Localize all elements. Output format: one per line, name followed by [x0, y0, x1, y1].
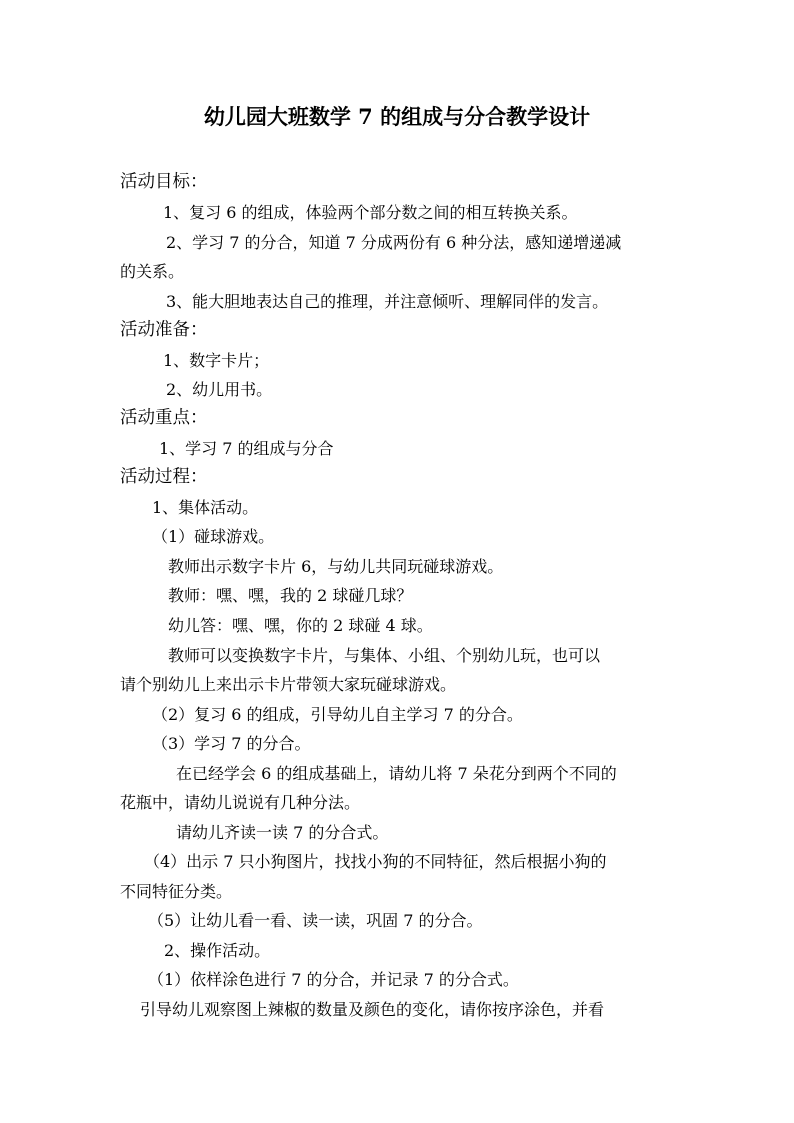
operation-item-1-line-1: 引导幼儿观察图上辣椒的数量及颜色的变化，请你按序涂色，并看: [140, 1000, 605, 1019]
goal-item-2: 2、学习 7 的分合，知道 7 分成两份有 6 种分法，感知递增递减: [166, 233, 622, 252]
focus-heading: 活动重点：: [120, 408, 208, 428]
goal-item-2-continued: 的关系。: [120, 262, 185, 281]
process-sub-3: （3）学习 7 的分合。: [152, 734, 311, 753]
process-sub-1-line-4-continued: 请个别幼儿上来出示卡片带领大家玩碰球游戏。: [120, 675, 457, 694]
preparation-item-2: 2、幼儿用书。: [166, 380, 273, 399]
goals-heading: 活动目标：: [120, 172, 208, 192]
goal-item-1: 1、复习 6 的组成，体验两个部分数之间的相互转换关系。: [163, 203, 578, 222]
goal-item-3: 3、能大胆地表达自己的推理，并注意倾听、理解同伴的发言。: [166, 292, 609, 311]
process-step-1: 1、集体活动。: [152, 498, 259, 517]
process-sub-2: （2）复习 6 的组成，引导幼儿自主学习 7 的分合。: [152, 705, 523, 724]
process-sub-3-line-1-continued: 花瓶中，请幼儿说说有几种分法。: [120, 793, 361, 812]
process-step-2: 2、操作活动。: [164, 941, 271, 960]
process-sub-3-line-1: 在已经学会 6 的组成基础上，请幼儿将 7 朵花分到两个不同的: [176, 764, 617, 783]
preparation-heading: 活动准备：: [120, 320, 208, 340]
preparation-item-1: 1、数字卡片；: [163, 351, 270, 370]
process-sub-1-line-3: 幼儿答：嘿、嘿，你的 2 球碰 4 球。: [168, 616, 433, 635]
process-sub-1: （1）碰球游戏。: [152, 527, 275, 546]
process-sub-1-line-2: 教师：嘿、嘿，我的 2 球碰几球？: [168, 586, 413, 605]
focus-item-1: 1、学习 7 的组成与分合: [159, 439, 334, 458]
operation-item-1: （1）依样涂色进行 7 的分合，并记录 7 的分合式。: [148, 970, 519, 989]
process-sub-1-line-1: 教师出示数字卡片 6，与幼儿共同玩碰球游戏。: [168, 557, 504, 576]
process-sub-1-line-4: 教师可以变换数字卡片，与集体、小组、个别幼儿玩，也可以: [168, 646, 601, 665]
process-sub-4-continued: 不同特征分类。: [120, 882, 233, 901]
process-sub-4: （4）出示 7 只小狗图片，找找小狗的不同特征，然后根据小狗的: [144, 852, 607, 871]
process-sub-3-line-2: 请幼儿齐读一读 7 的分合式。: [176, 823, 389, 842]
process-sub-5: （5）让幼儿看一看、读一读，巩固 7 的分合。: [148, 911, 483, 930]
document-title: 幼儿园大班数学 7 的组成与分合教学设计: [203, 104, 591, 129]
process-heading: 活动过程：: [120, 467, 208, 487]
